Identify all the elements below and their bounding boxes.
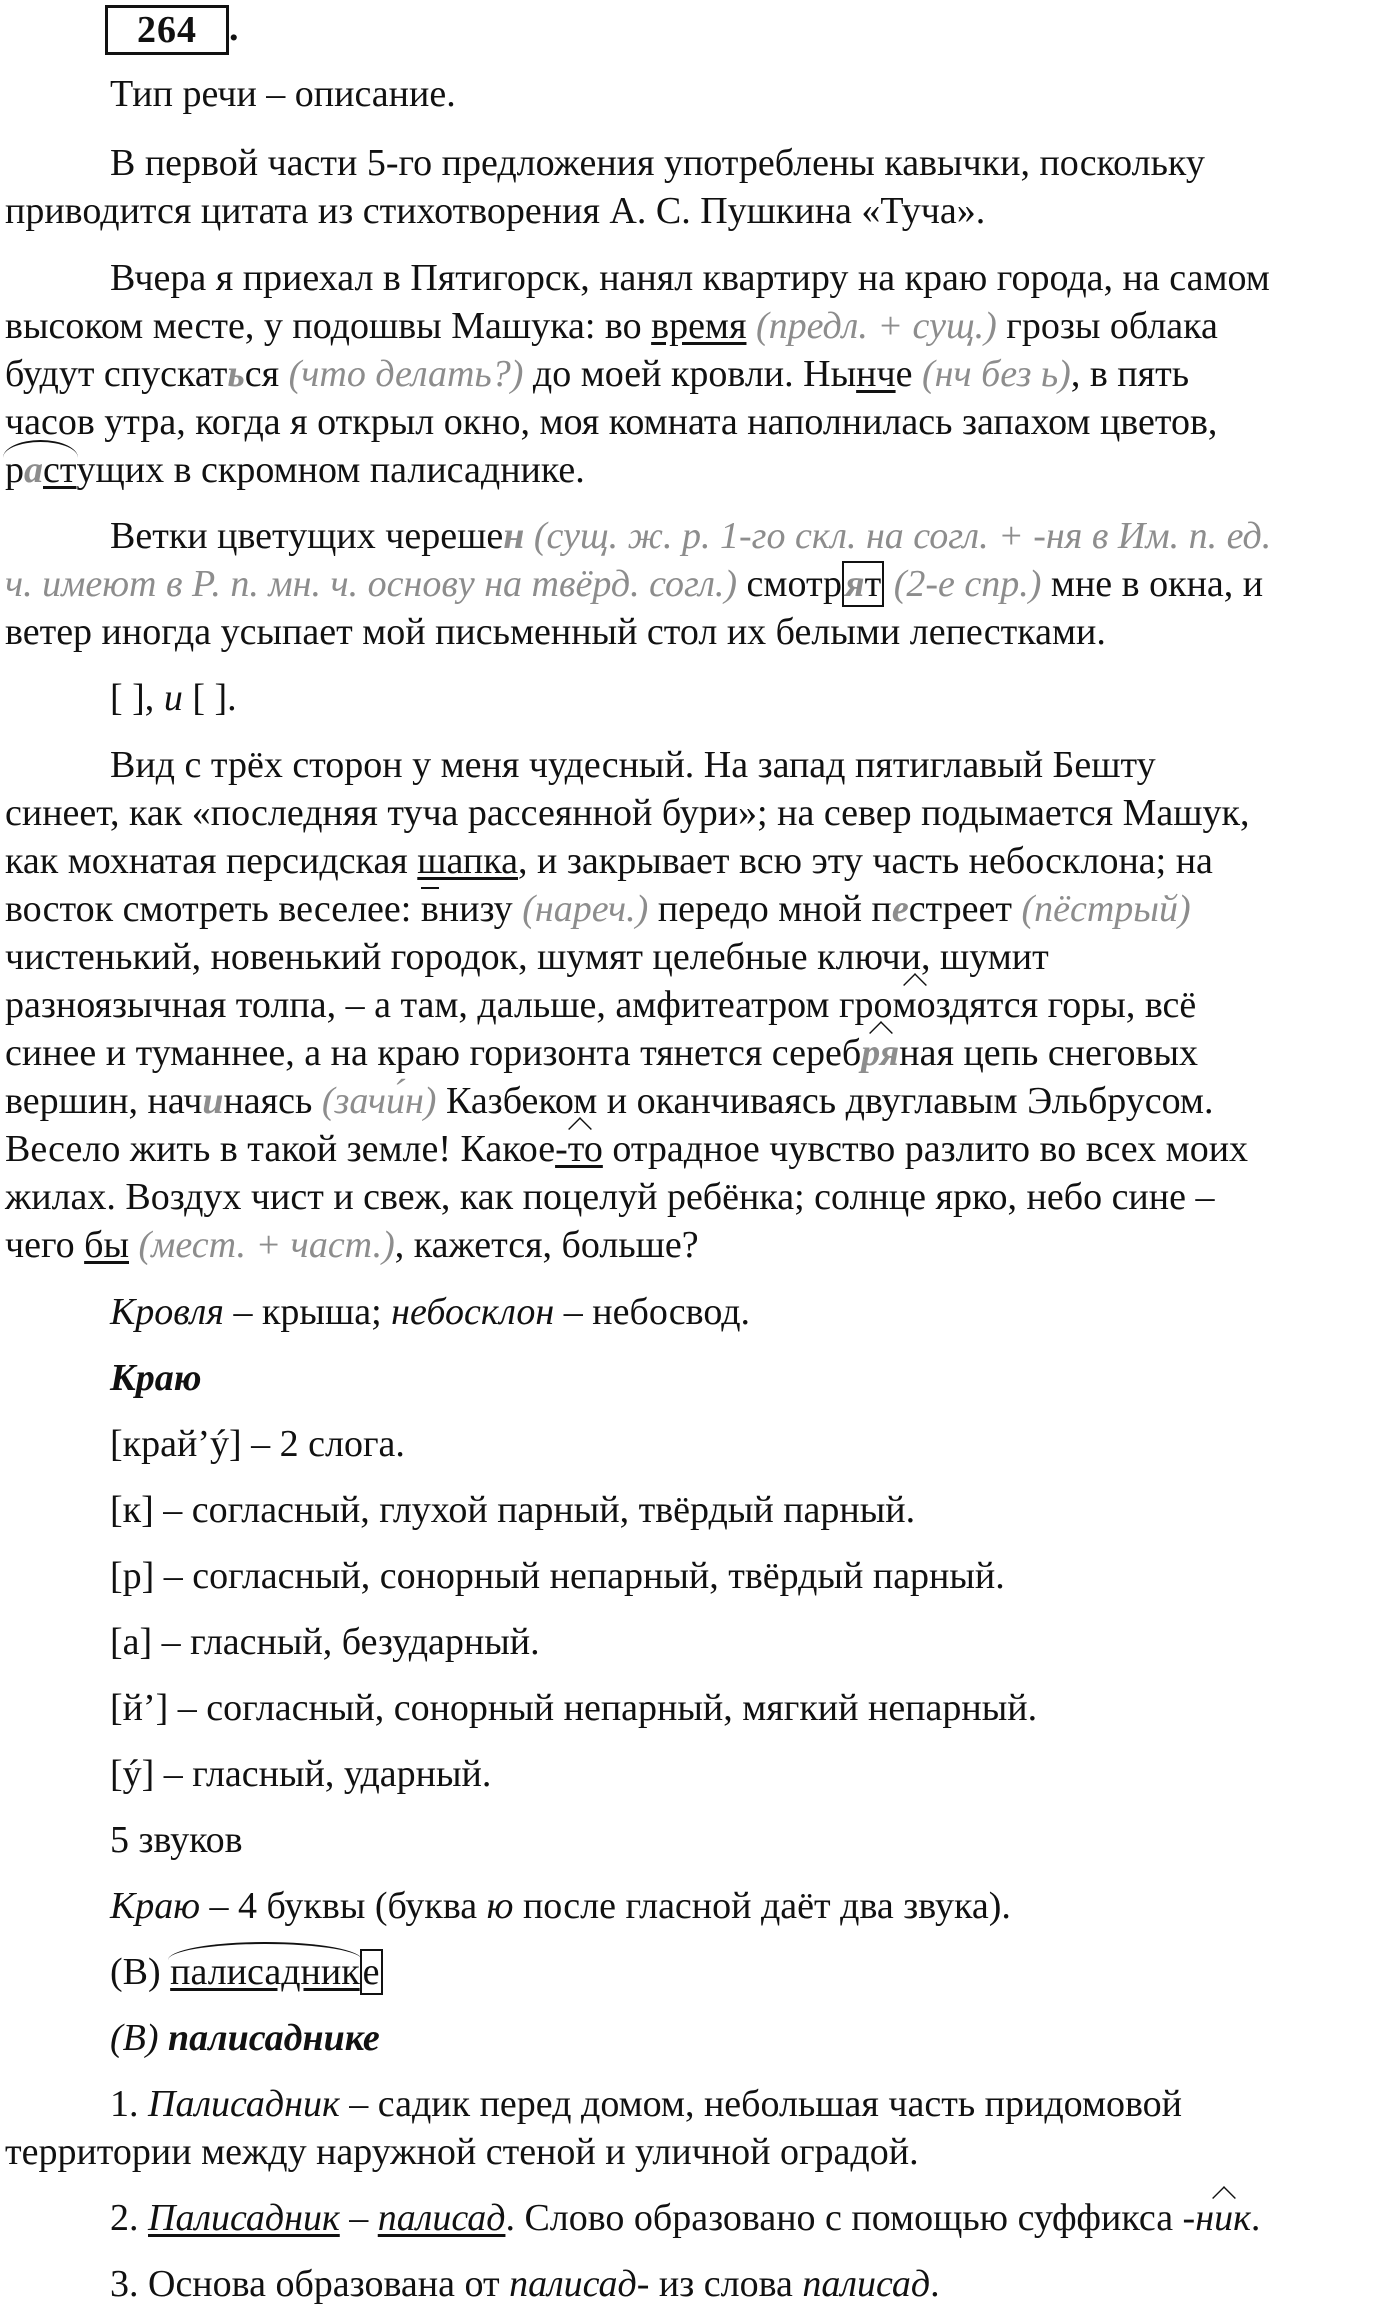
text: – 4 буквы (буква [209,1885,478,1927]
text: [к] – согласный, глухой парный, твёрдый парный. [110,1489,916,1531]
text: будут спускат [5,353,228,395]
text: жилах. Воздух чист и свеж, как поцелуй ребёнка; солнце ярко, небо сине – [5,1176,1215,1218]
text: 2. [110,2197,139,2239]
term: ю [486,1885,514,1927]
text: шапка [417,840,519,882]
paragraph-line [110,139,1205,187]
annotation: (пёстрый) [1021,888,1191,930]
paragraph-line [5,1221,699,1269]
ending-box: е [360,1949,383,1995]
text: смотр [746,563,843,605]
text: синеет, как «последняя туча рассеянной бури»; на север подымается Машук, [5,792,1250,834]
text: ная цепь снеговых [899,1032,1198,1074]
text: отрадное чувство разлито во всех моих [612,1128,1249,1170]
text: Ветки цветущих череше [110,515,504,557]
text: [й’] – согласный, сонорный непарный, мягкий непарный. [110,1687,1038,1729]
paragraph-line [110,741,1156,789]
root-arc [170,1948,360,1996]
annotation: (нч без ь) [921,353,1071,395]
speech-type-line [110,70,456,118]
text: 3. Основа образована от [110,2263,500,2305]
text: , и закрывает всю эту часть небосклона; на [518,840,1213,882]
text: часов утра, когда я открыл окно, моя комната наполнилась запахом цветов, [5,401,1218,443]
text: , кажется, больше? [394,1224,699,1266]
annotation: (нареч.) [522,888,649,930]
text: Весело жить в такой земле! Какое [5,1128,556,1170]
text: ущих в скромном палисаднике. [76,449,585,491]
phonetic-line [110,1684,1037,1732]
morpheme-line [110,1948,383,1996]
paragraph-line [110,2080,1182,2128]
text: р [5,449,24,491]
paragraph-line [110,2194,1260,2242]
text: [ ]. [192,677,237,719]
phonetic-line [110,1882,1011,1930]
text: -то [555,1128,603,1170]
suffix-mark [893,981,936,1029]
suffix-mark [861,1029,899,1077]
annotation: (2-е спр.) [893,563,1042,605]
annotation: (мест. + част.) [138,1224,395,1266]
term: палисад- [509,2263,650,2305]
text: грозы облака [1006,305,1218,347]
orthogram: е [891,888,909,930]
text: 1. [110,2083,139,2125]
text: [ ], [110,677,155,719]
term: Кровля [110,1291,224,1333]
text: бы [84,1224,129,1266]
text: ст [43,449,77,491]
heading: палисаднике [168,2017,380,2059]
section-heading [110,1354,202,1402]
text: синее и туманнее, а на краю горизонта тянется сереб [5,1032,862,1074]
vocabulary-line [110,1288,750,1336]
root-arc [5,446,76,494]
exercise-number-dot: . [229,7,239,49]
text: Вчера я приехал в Пятигорск, нанял квартиру на краю города, на самом [110,257,1270,299]
text: и [163,677,183,719]
phonetic-line [110,1486,915,1534]
text: как мохнатая персидская [5,840,408,882]
text: 5 звуков [110,1819,243,1861]
text: мне в окна, и [1050,563,1264,605]
text: (В) [110,1951,161,1993]
paragraph-line [5,933,1049,981]
text: здятся горы, всё [935,984,1197,1026]
orthogram: и [202,1080,224,1122]
text: т [864,563,882,605]
text: вершин, нач [5,1080,203,1122]
paragraph-line [5,446,585,494]
orthogram: я [845,563,865,605]
text: высоком месте, у подошвы Машука: во [5,305,642,347]
exercise-number: 264 [137,9,197,51]
paragraph-line [5,398,1217,446]
text: чистенький, новенький городок, шумят целебные ключи, шумит [5,936,1049,978]
text: , в пять [1070,353,1190,395]
text: Казбеком и оканчиваясь двуглавым Эльбрусом. [445,1080,1214,1122]
paragraph-line [110,2260,940,2308]
text: – садик перед домом, небольшая часть придомовой [349,2083,1183,2125]
annotation: (предл. + сущ.) [755,305,997,347]
text: [а] – гласный, безударный. [110,1621,540,1663]
text: ся [244,353,280,395]
text: мо [892,984,936,1026]
text: низу [438,888,513,930]
term: Палисадник [148,2197,340,2239]
text: [р] – согласный, сонорный непарный, твёрдый парный. [110,1555,1005,1597]
text: [ý] – гласный, ударный. [110,1753,492,1795]
term: небосклон [391,1291,555,1333]
phonetic-line [110,1816,243,1864]
orthogram: а [24,449,43,491]
phonetic-line [110,1420,405,1468]
ending-box [842,561,884,607]
text: разноязычная толпа, – а там, дальше, амфитеатром гро [5,984,893,1026]
suffix-mark [555,1125,603,1173]
paragraph-line [5,1173,1214,1221]
scheme-line [110,674,237,722]
text: до моей кровли. Ны [532,353,857,395]
text: . [1250,2197,1261,2239]
text: время [651,305,747,347]
term: Краю [110,1885,201,1927]
paragraph-line [5,608,1106,656]
paragraph-line [5,560,1263,608]
text: после гласной даёт два звука). [522,1885,1011,1927]
paragraph-line [5,837,1213,885]
suffix: ник [1195,2194,1251,2242]
heading: Краю [110,1357,202,1399]
orthogram: нч [856,353,896,395]
text: восток смотреть веселее: [5,888,412,930]
paragraph-line [5,1125,1248,1173]
text: – [349,2197,369,2239]
phonetic-line [110,1750,491,1798]
paragraph-line [5,789,1250,837]
text: передо мной п [657,888,892,930]
paragraph-line [5,302,1218,350]
text: приводится цитата из стихотворения А. С. Пушкина «Туча». [5,190,986,232]
annotation: (что делать?) [288,353,524,395]
paragraph-line [110,254,1270,302]
paragraph-line [5,187,985,235]
term: палисад [802,2263,931,2305]
phonetic-line [110,1552,1005,1600]
text: е [895,353,913,395]
orthogram: ря [861,1032,900,1074]
text: ветер иногда усыпает мой письменный стол их белыми лепестками. [5,611,1106,653]
text: . [930,2263,940,2305]
exercise-number-box [105,5,229,55]
paragraph-line [5,981,1196,1029]
annotation: ч. имеют в Р. п. мн. ч. основу на твёрд. согл.) [5,563,738,605]
text: [край’ý] – 2 слога. [110,1423,405,1465]
paragraph-line [5,885,1191,933]
text: в [420,888,439,930]
text: – крыша; [233,1291,382,1333]
text: Тип речи – описание. [110,73,456,115]
text: из слова [658,2263,793,2305]
prefix-mark [421,887,439,929]
annotation: (зачи́н) [321,1080,437,1122]
paragraph-line [110,512,1271,560]
text: наясь [223,1080,313,1122]
text: . Слово образовано с помощью суффикса - [505,2197,1196,2239]
phonetic-line [110,1618,540,1666]
paragraph-line [5,1029,1198,1077]
paragraph-line [5,1077,1213,1125]
text: Вид с трёх сторон у меня чудесный. На запад пятиглавый Бешту [110,744,1156,786]
text: (В) [110,2017,159,2059]
annotation: (сущ. ж. р. 1-го скл. на согл. + -ня в Им. п. ед. [533,515,1272,557]
text: территории между наружной стеной и уличной оградой. [5,2131,919,2173]
paragraph-line [5,2128,919,2176]
text: В первой части 5-го предложения употреблены кавычки, поскольку [110,142,1205,184]
term: Палисадник [148,2083,340,2125]
text: чего [5,1224,75,1266]
section-heading [110,2014,380,2062]
text: палисадник [170,1951,360,1993]
text: стреет [908,888,1012,930]
term: палисад [377,2197,506,2239]
paragraph-line [5,350,1189,398]
orthogram: н [503,515,525,557]
text: – небосвод. [563,1291,751,1333]
orthogram: ь [227,353,245,395]
